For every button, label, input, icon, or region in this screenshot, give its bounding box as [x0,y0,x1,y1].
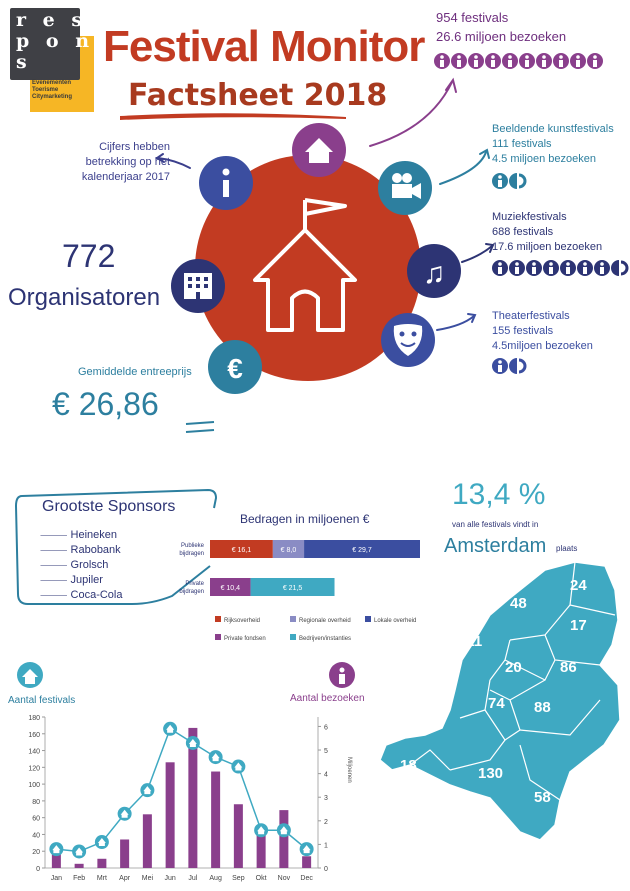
sponsor-item: ⸻ Jupiler [40,574,103,586]
festival-bar [120,839,129,868]
map-region-label: 18 [400,757,417,774]
festival-bar [234,804,243,868]
category-music [492,210,602,255]
visitors-point [277,823,291,837]
visitors-point [118,807,132,821]
legend-label: Private fondsen [224,636,266,642]
sponsors-title: Grootste Sponsors [42,498,176,515]
map-region-label: 74 [488,695,505,712]
theater-person-icons [492,357,528,380]
svg-text:♫: ♫ [422,257,446,290]
category-theater [492,309,593,354]
legend-swatch [215,616,221,622]
person-icon [509,173,525,189]
summary-visitors: 26.6 miljoen bezoeken [436,29,567,44]
festival-bar [143,814,152,868]
arrow-music [462,246,492,262]
svg-text:€: € [227,353,243,384]
sponsor-item: ⸻ Coca-Cola [40,589,123,601]
music-person-icons [492,259,630,282]
map-region-label: 48 [510,595,527,612]
funding-category: Private [185,581,204,587]
category-visitors: 4.5miljoen bezoeken [492,340,593,352]
amsterdam-city: Amsterdam [444,535,547,557]
x-tick-label: Jan [50,875,63,882]
visitors-point [72,844,86,858]
person-icon [543,260,559,276]
visitors-point [140,783,154,797]
sponsor-item: ⸻ Heineken [40,529,117,541]
logo-sub: Evenementen [32,80,72,86]
festival-bar [279,810,288,868]
funding-category: bijdragen [179,589,204,595]
visitors-line [56,729,306,852]
logo-sub: Citymarketing [32,94,73,100]
person-icon [509,260,525,276]
map-region-label: 211 [458,633,483,650]
organisers-count: 772 [62,238,116,274]
map-region-label: 86 [560,659,577,676]
legend-label: Bedrijven/instanties [299,636,352,642]
category-visitors: 4.5 miljoen bezoeken [492,153,596,165]
person-icon [611,260,627,276]
festival-bar [166,762,175,868]
amsterdam-suffix: plaats [556,544,578,553]
person-icon [492,173,508,189]
y2-tick-label: 4 [324,771,328,779]
festival-bar [302,856,311,868]
festival-bar [97,859,106,868]
visitors-point [231,760,245,774]
map-region-label: 24 [570,577,587,594]
festival-bar [211,772,220,868]
x-tick-label: Mei [141,875,154,882]
y2-tick-label: 0 [324,866,328,873]
x-tick-label: Dec [300,875,313,882]
funding-bar-label: € 21,5 [282,585,303,592]
x-tick-label: Feb [73,875,86,882]
visitors-point [209,750,223,764]
y-tick-label: 0 [36,866,40,873]
festival-bar [257,833,266,868]
sponsor-list [40,528,122,603]
logo-letters: r e s [16,9,88,31]
arrow-art [440,152,486,184]
category-name: Beeldende kunstfestivals [492,123,614,135]
y-tick-label: 100 [28,782,40,790]
legend-label: Regionale overheid [299,618,351,624]
y-tick-label: 60 [32,815,40,823]
funding-bar-label: € 29,7 [352,547,372,554]
person-icon [560,260,576,276]
y2-tick-label: 6 [324,724,328,732]
map-region-label: 20 [505,659,522,676]
amsterdam-pct: 13,4 % [452,478,546,511]
funding-category: bijdragen [179,551,204,557]
arrow-note [158,158,190,168]
map-region-label: 176 [412,709,438,726]
category-festivals: 155 festivals [492,325,554,337]
sponsor-item: ⸻ Grolsch [40,559,109,571]
map-region-label: 17 [570,617,587,634]
legend-swatch [290,616,296,622]
y-tick-label: 160 [28,731,40,739]
y-tick-label: 40 [32,832,40,840]
x-tick-label: Jun [164,875,176,882]
visitors-point [95,835,109,849]
x-tick-label: Okt [255,875,267,882]
map-region-label: 88 [534,699,551,716]
y-tick-label: 120 [28,765,40,773]
person-icon [492,358,508,374]
festival-bar [52,855,61,868]
amsterdam-text: van alle festivals vindt in [452,520,539,529]
category-name: Muziekfestivals [492,211,567,223]
legend-label: Rijksoverheid [224,618,261,624]
category-festivals: 111 festivals [492,138,552,150]
festival-bar [75,864,84,868]
y2-tick-label: 2 [324,818,328,826]
category-visitors: 17.6 miljoen bezoeken [492,241,603,253]
visitors-point [254,823,268,837]
person-icon [594,260,610,276]
funding-title: Bedragen in miljoenen € [240,512,370,526]
y2-tick-label: 1 [324,842,328,850]
x-tick-label: Apr [119,875,131,882]
arrow-top [370,82,452,146]
visitors-point [300,842,314,856]
y-tick-label: 80 [32,798,40,806]
logo-sub: Toerisme [32,87,59,93]
funding-bar-label: € 16,1 [231,547,252,554]
art-person-icons [492,172,528,195]
ticket-value: € 26,86 [52,386,159,422]
y-tick-label: 20 [32,849,40,857]
page-title: Festival Monitor [103,22,425,71]
visitors-point [163,722,177,736]
organisers-label: Organisatoren [8,284,161,311]
note-text: Cijfers hebben betrekking op het kalenderjaar 2017 [81,141,170,183]
visitors-point [186,736,200,750]
category-festivals: 688 festivals [492,226,554,238]
funding-category: Publieke [180,543,204,549]
y2-tick-label: 3 [324,795,328,803]
netherlands-map [370,560,625,860]
monthly-chart [0,655,370,891]
x-tick-label: Nov [277,875,291,882]
person-icon [526,260,542,276]
summary-festivals: 954 festivals [436,10,509,25]
decorative-lines [186,422,214,432]
person-icon [509,358,525,374]
logo-letters: p o n [16,30,95,52]
person-icon [492,260,508,276]
arrow-theater [437,316,474,330]
map-region-label: 58 [534,789,551,806]
category-art [492,122,614,167]
sponsor-item: ⸻ Rabobank [40,544,121,556]
y2-axis-title: Aantal bezoeken [290,693,365,704]
person-icon [577,260,593,276]
y-tick-label: 180 [28,715,40,722]
y-tick-label: 140 [28,748,40,756]
map-region-label: 130 [478,765,504,782]
ticket-label: Gemiddelde entreeprijs [78,366,192,378]
legend-label: Lokale overheid [374,618,417,624]
x-tick-label: Jul [188,875,198,882]
legend-swatch [215,634,221,640]
x-tick-label: Mrt [96,875,107,882]
y2-tick-label: 5 [324,748,328,756]
category-name: Theaterfestivals [492,310,570,322]
logo-letters: s [16,51,32,73]
x-tick-label: Sep [232,875,245,882]
page-subtitle: Factsheet 2018 [128,78,388,113]
x-tick-label: Aug [209,875,222,882]
legend-swatch [290,634,296,640]
y2-unit: Miljoenen [346,757,352,783]
funding-bar-label: € 10,4 [220,585,241,592]
y-axis-title: Aantal festivals [8,695,76,706]
visitors-point [49,842,63,856]
funding-bar-label: € 8,0 [280,547,297,554]
